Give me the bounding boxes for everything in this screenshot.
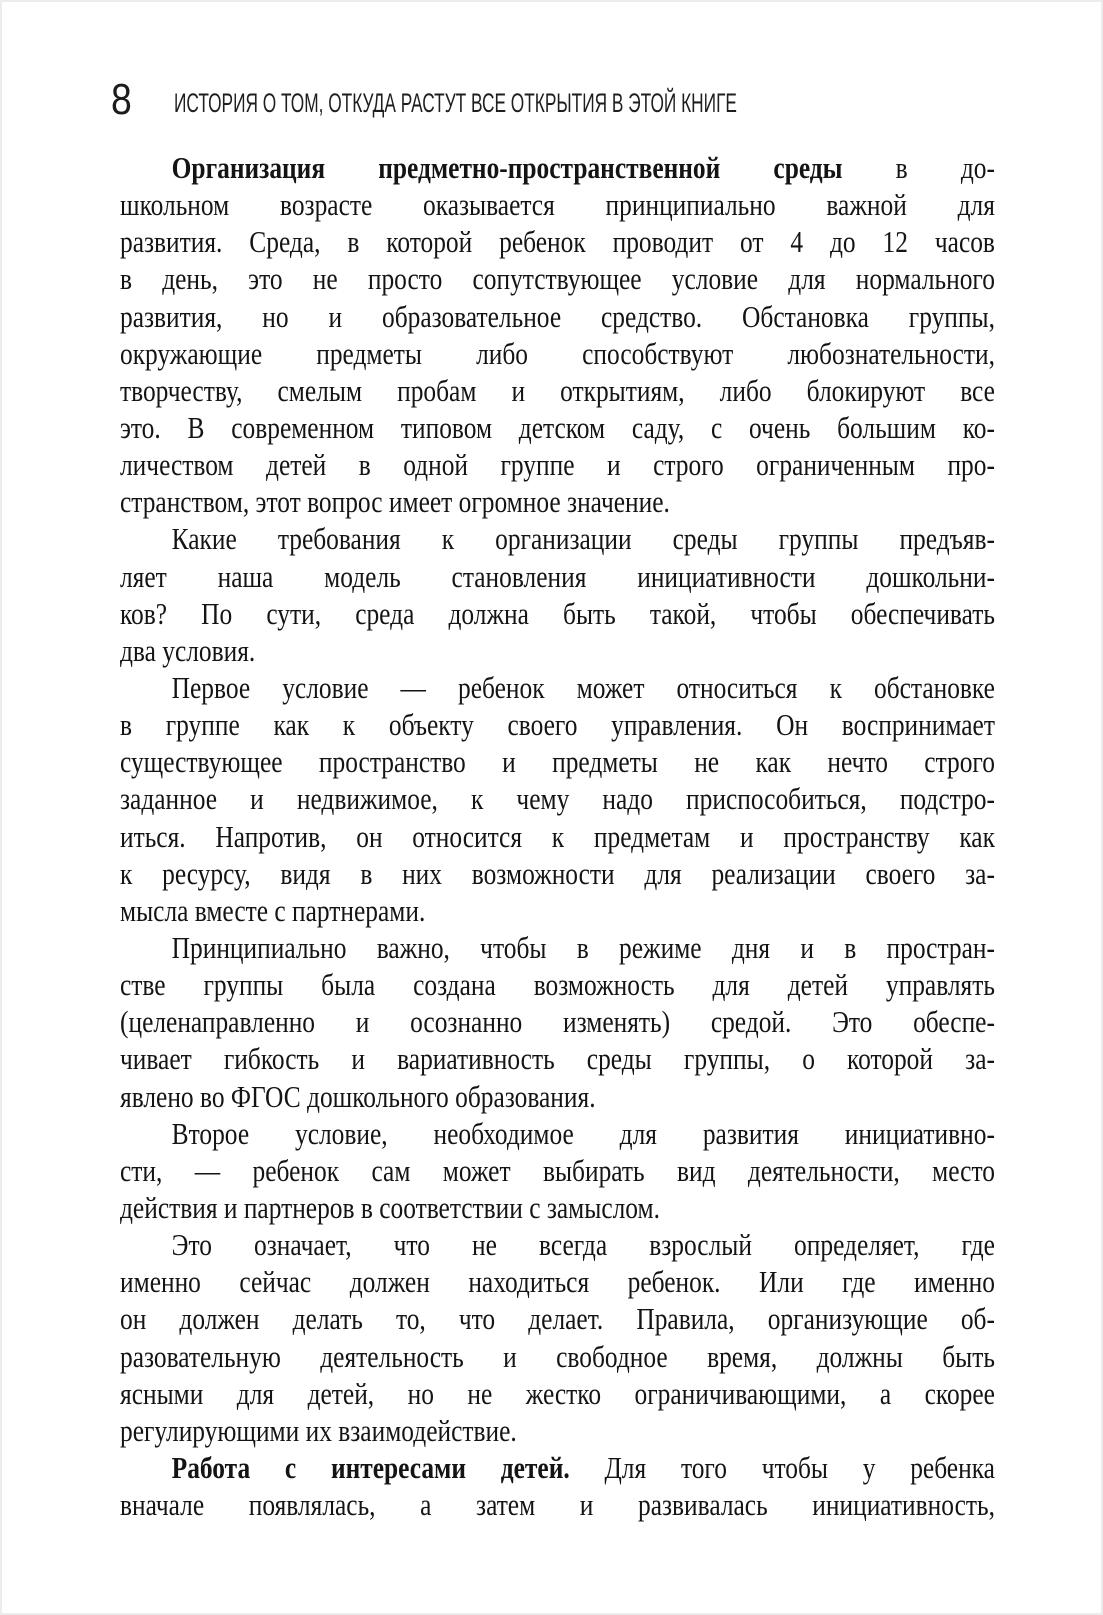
text-segment: ляет наша модель становления инициативности дошкольни- [120, 558, 995, 594]
bold-text-segment: Работа с интересами детей. [171, 1449, 570, 1485]
text-line [120, 1040, 995, 1077]
text-segment: явлено во ФГОС дошкольного образования. [120, 1078, 596, 1114]
text-segment: в до- [842, 150, 995, 185]
running-title: ИСТОРИЯ О ТОМ, ОТКУДА РАСТУТ ВСЕ ОТКРЫТИЯ В ЭТОЙ КНИГЕ [174, 88, 737, 118]
text-line [120, 223, 995, 260]
text-line [120, 1375, 995, 1412]
text-segment: Какие требования к организации среды группы предъяв- [171, 521, 995, 557]
text-line [120, 298, 995, 335]
text-segment: разовательную деятельность и свободное время, должны быть [120, 1338, 995, 1374]
text-line [120, 780, 995, 817]
text-segment: Первое условие — ребенок может относиться к обстановке [171, 669, 995, 705]
text-segment: (целенаправленно и осознанно изменять) средой. Это обеспе- [120, 1004, 995, 1040]
text-line [120, 595, 995, 632]
text-segment: личеством детей в одной группе и строго ограниченным про- [120, 447, 995, 483]
body-text [120, 149, 995, 1523]
text-segment: действия и партнеров в соответствии с замыслом. [120, 1189, 660, 1225]
text-line [120, 1189, 995, 1226]
text-segment: к ресурсу, видя в них возможности для реализации своего за- [120, 855, 995, 891]
text-line [120, 1300, 995, 1337]
text-segment: в день, это не просто сопутствующее условие для нормального [120, 261, 995, 297]
text-line [120, 1486, 995, 1523]
text-line [120, 372, 995, 409]
text-line [120, 483, 995, 520]
text-segment: заданное и недвижимое, к чему надо приспособиться, подстро- [120, 781, 995, 817]
text-segment: Принципиально важно, чтобы в режиме дня и в простран- [171, 929, 995, 965]
text-segment: он должен делать то, что делает. Правила, организующие об- [120, 1301, 995, 1337]
text-segment: сти, — ребенок сам может выбирать вид деятельности, место [120, 1152, 995, 1188]
text-line [120, 1449, 995, 1486]
text-line [120, 409, 995, 446]
text-line [120, 929, 995, 966]
text-segment: это. В современном типовом детском саду, с очень большим ко- [120, 409, 995, 445]
text-line [120, 892, 995, 929]
text-line [120, 1338, 995, 1375]
text-line [120, 706, 995, 743]
text-segment: существующее пространство и предметы не как нечто строго [120, 744, 995, 780]
text-segment: Второе условие, необходимое для развития инициативно- [171, 1115, 995, 1151]
text-segment: два условия. [120, 632, 256, 668]
text-segment: стве группы была создана возможность для детей управлять [120, 967, 995, 1003]
text-line [120, 520, 995, 557]
text-segment: чивает гибкость и вариативность среды группы, о которой за- [120, 1041, 995, 1077]
text-segment: Для того чтобы у ребенка [569, 1449, 995, 1485]
text-line [120, 446, 995, 483]
text-segment: регулирующими их взаимодействие. [120, 1412, 517, 1448]
text-line [120, 1115, 995, 1152]
text-segment: творчеству, смелым пробам и открытиям, либо блокируют все [120, 372, 995, 408]
text-line [120, 1263, 995, 1300]
text-line [120, 1412, 995, 1449]
text-line [120, 335, 995, 372]
page-number: 8 [111, 75, 132, 124]
text-line [120, 1152, 995, 1189]
text-segment: странством, этот вопрос имеет огромное значение. [120, 484, 670, 520]
text-line [120, 1003, 995, 1040]
text-line [120, 149, 995, 186]
text-segment: Это означает, что не всегда взрослый определяет, где [171, 1227, 995, 1263]
text-line [120, 966, 995, 1003]
text-segment: развития. Среда, в которой ребенок проводит от 4 до 12 часов [120, 224, 995, 260]
text-line [120, 632, 995, 669]
text-line [120, 260, 995, 297]
text-segment: школьном возрасте оказывается принципиально важной для [120, 187, 995, 223]
text-line [120, 186, 995, 223]
text-segment: мысла вместе с партнерами. [120, 892, 426, 928]
text-line [120, 669, 995, 706]
text-segment: ясными для детей, но не жестко ограничивающими, а скорее [120, 1375, 995, 1411]
text-segment: именно сейчас должен находиться ребенок. Или где именно [120, 1264, 995, 1300]
text-line [120, 743, 995, 780]
text-segment: ков? По сути, среда должна быть такой, чтобы обеспечивать [120, 595, 995, 631]
text-segment: иться. Напротив, он относится к предметам и пространству как [120, 818, 995, 854]
text-line [120, 558, 995, 595]
bold-text-segment: Организация предметно-пространственной среды [171, 150, 843, 185]
text-segment: окружающие предметы либо способствуют любознательности, [120, 335, 995, 371]
text-segment: вначале появлялась, а затем и развивалась инициативность, [120, 1487, 995, 1523]
text-line [120, 1078, 995, 1115]
text-segment: в группе как к объекту своего управления. Он воспринимает [120, 707, 995, 743]
text-line [120, 1226, 995, 1263]
text-line [120, 855, 995, 892]
text-segment: развития, но и образовательное средство. Обстановка группы, [120, 298, 995, 334]
text-line [120, 818, 995, 855]
